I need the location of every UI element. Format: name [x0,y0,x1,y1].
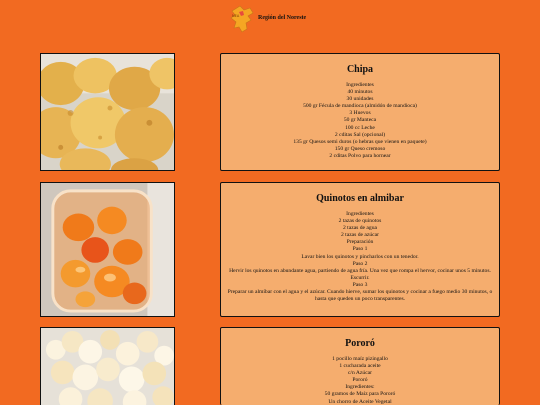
recipe-line: Pororó [352,377,368,384]
recipe-line: 1 pocillo maíz pizingallo [332,356,388,362]
recipe-title: Chipa [346,64,374,75]
recipe-ingredient-list [221,82,499,160]
recipe-line: 1 cucharada aceite [339,363,381,370]
recipe-line: Paso 1 [352,246,368,253]
recipe-line: Lavar bien los quinotos y pincharlos con un tenedor. [301,253,419,260]
recipe-line: Hervir los quinotos en abundante agua, partiendo de agua fría. Una vez que rompa el hervor, cocinar unos 5 minutos. Escurrir. [229,267,491,281]
site-header [0,0,540,40]
chipa-photo [40,53,175,171]
recipe-line: c/n Azúcar [347,370,373,377]
quinotos-jar-photo [40,182,175,317]
recipe-line: 50 gr Manteca [343,117,377,124]
recipe-ingredient-list [221,356,499,405]
recipe-line: 50 gramos de Maíz para Pororó [324,391,396,398]
recipe-line: 100 cc Leche [345,124,375,131]
recipe-line: 40 minutos [347,89,373,96]
recipe-line: Paso 2 [352,260,368,267]
svg-text:NEA: NEA [232,14,240,18]
recipe-card-pororo [220,327,500,405]
recipe-ingredient-list [221,211,499,303]
recipe-line: 2 tazas de agua [342,225,377,232]
region-map-logo-icon[interactable] [226,3,258,35]
recipe-line: 2 tazas de quinotos [338,218,382,225]
pororo-popcorn-photo [40,327,175,405]
recipe-line: 500 gr Fécula de mandioca (almidón de mandioca) [303,103,417,110]
recipe-line: Preparación [346,239,374,246]
recipe-line: Ingredientes: [345,384,375,391]
recipe-line: 2 cditas Polvo para hornear [329,152,391,159]
recipe-line: 2 cditas Sal (opcional) [334,131,386,138]
recipe-line: Ingredientes [346,82,374,88]
site-title: Región del Noreste [258,15,307,21]
recipe-line: Un chorro de Aceite Vegetal [328,398,392,405]
recipe-line: 2 tazas de azúcar [340,232,380,239]
recipe-line: Ingredientes [346,211,374,217]
recipe-card-quinotos [220,182,500,317]
recipe-line: 30 unidades [346,96,374,103]
recipe-line: 135 gr Quesos semi duros (o hebras que vienen en paquete) [293,138,427,145]
recipe-line: 3 Huevos [349,110,371,117]
recipe-line: 150 gr Queso cremoso [334,145,386,152]
recipe-title: Pororó [345,338,375,349]
recipe-line: Paso 3 [352,281,368,288]
recipe-line: Preparar un almíbar con el agua y el azúcar. Cuando hierve, sumar los quinotos y cocinar a fuego medio 30 minutos, o hasta que queden un poco transparentes. [227,289,493,303]
recipe-title: Quinotos en almibar [316,193,404,204]
recipe-card-chipa [220,53,500,171]
